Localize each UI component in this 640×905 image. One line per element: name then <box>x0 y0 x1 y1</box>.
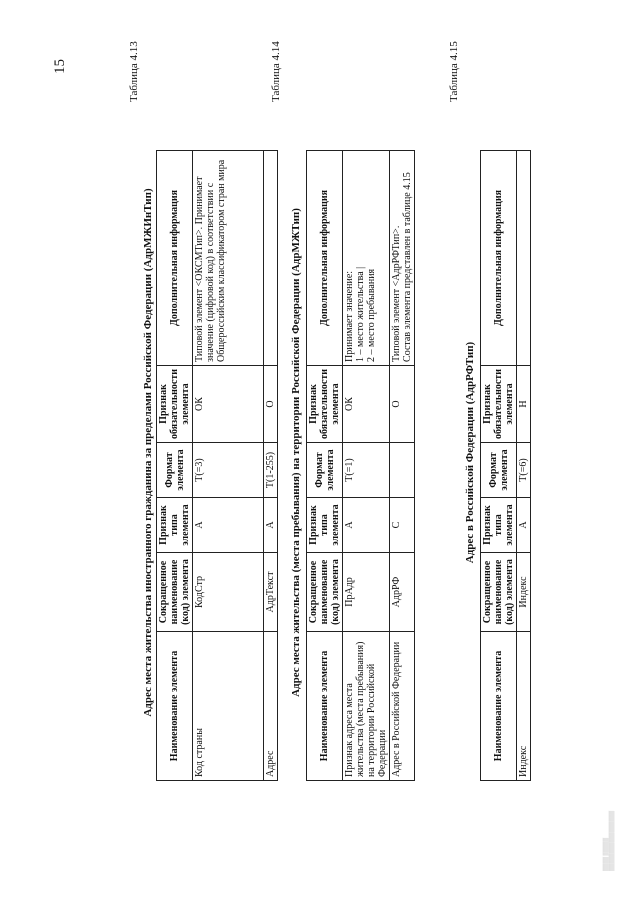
cell-type: А <box>343 498 390 553</box>
header-info: Дополнительная информация <box>481 150 517 365</box>
table-4-15-caption: Таблица 4.15 <box>448 41 460 102</box>
table-4-14-caption: Таблица 4.14 <box>270 41 282 102</box>
header-required: Признак обязательности элемента <box>157 365 193 442</box>
faint-stamp: ▒▒▒▒ ▒▒▒▒▒ ▒▒▒▒▒▒▒▒▒▒▒▒▒▒▒▒▒ <box>604 810 615 871</box>
table-header-row <box>481 150 517 780</box>
table-4-14 <box>306 150 415 781</box>
cell-code: Индекс <box>517 553 531 632</box>
header-name: Наименование элемента <box>157 632 193 781</box>
table-row <box>390 150 415 780</box>
header-required: Признак обязательности элемента <box>481 365 517 442</box>
cell-required: ОК <box>343 365 390 442</box>
info-line: 2 – место пребывания <box>366 268 377 362</box>
cell-name: Адрес в Российской Федерации <box>390 632 415 781</box>
cell-info <box>264 150 278 365</box>
table-4-15-title: Адрес в Российской Федерации (АдрРФТип) <box>464 341 476 564</box>
cell-type: А <box>264 498 278 553</box>
header-code: Сокращенное наименование (код) элемента <box>307 553 343 632</box>
header-info: Дополнительная информация <box>307 150 343 365</box>
table-4-14-title: Адрес места жительства (места пребывания) на территории Российской Федерации (АдрМЖТип) <box>290 208 302 697</box>
header-name: Наименование элемента <box>307 632 343 781</box>
header-format: Формат элемента <box>481 443 517 498</box>
cell-format: Т(=6) <box>517 443 531 498</box>
header-code: Сокращенное наименование (код) элемента <box>481 553 517 632</box>
header-type: Признак типа элемента <box>157 498 193 553</box>
table-row <box>193 150 264 780</box>
header-type: Признак типа элемента <box>307 498 343 553</box>
info-line: 1 – место жительства | <box>355 266 366 362</box>
header-code: Сокращенное наименование (код) элемента <box>157 553 193 632</box>
cell-format: Т(=1) <box>343 443 390 498</box>
header-type: Признак типа элемента <box>481 498 517 553</box>
table-row <box>264 150 278 780</box>
cell-required: О <box>390 365 415 442</box>
cell-code: АдрТекст <box>264 553 278 632</box>
cell-required: ОК <box>193 365 264 442</box>
info-line: Типовой элемент <АдрРФТип>. <box>391 225 402 362</box>
table-4-13 <box>156 150 278 781</box>
table-row <box>517 150 531 780</box>
page-number: 15 <box>52 59 68 74</box>
table-header-row <box>307 150 343 780</box>
cell-code: ПрАдр <box>343 553 390 632</box>
header-format: Формат элемента <box>157 443 193 498</box>
cell-format: Т(=3) <box>193 443 264 498</box>
table-header-row <box>157 150 193 780</box>
table-row <box>343 150 390 780</box>
cell-info <box>517 150 531 365</box>
cell-info <box>390 150 415 365</box>
table-4-13-caption: Таблица 4.13 <box>128 41 140 102</box>
table-4-15 <box>480 150 531 781</box>
cell-required: О <box>264 365 278 442</box>
cell-required: Н <box>517 365 531 442</box>
header-info: Дополнительная информация <box>157 150 193 365</box>
cell-code: АдрРФ <box>390 553 415 632</box>
cell-name: Индекс <box>517 632 531 781</box>
cell-name: Адрес <box>264 632 278 781</box>
cell-type: А <box>193 498 264 553</box>
header-name: Наименование элемента <box>481 632 517 781</box>
cell-type: С <box>390 498 415 553</box>
cell-type: А <box>517 498 531 553</box>
cell-name: Признак адреса места жительства (места пребывания) на территории Российской Федерации <box>343 632 390 781</box>
cell-info: Типовой элемент <ОКСМТип>. Принимает значение (цифровой код) в соответствии с Общероссийским классификатором стран мира <box>193 150 264 365</box>
header-required: Признак обязательности элемента <box>307 365 343 442</box>
info-line: Состав элемента представлен в таблице 4.15 <box>402 172 413 362</box>
header-format: Формат элемента <box>307 443 343 498</box>
cell-code: КодСтр <box>193 553 264 632</box>
cell-info <box>343 150 390 365</box>
cell-format <box>390 443 415 498</box>
info-line: Принимает значение: <box>344 270 355 362</box>
cell-format: Т(1-255) <box>264 443 278 498</box>
cell-name: Код страны <box>193 632 264 781</box>
table-4-13-title: Адрес места жительства иностранного гражданина за пределами Российской Федерации (АдрМЖИнТип) <box>142 188 154 717</box>
